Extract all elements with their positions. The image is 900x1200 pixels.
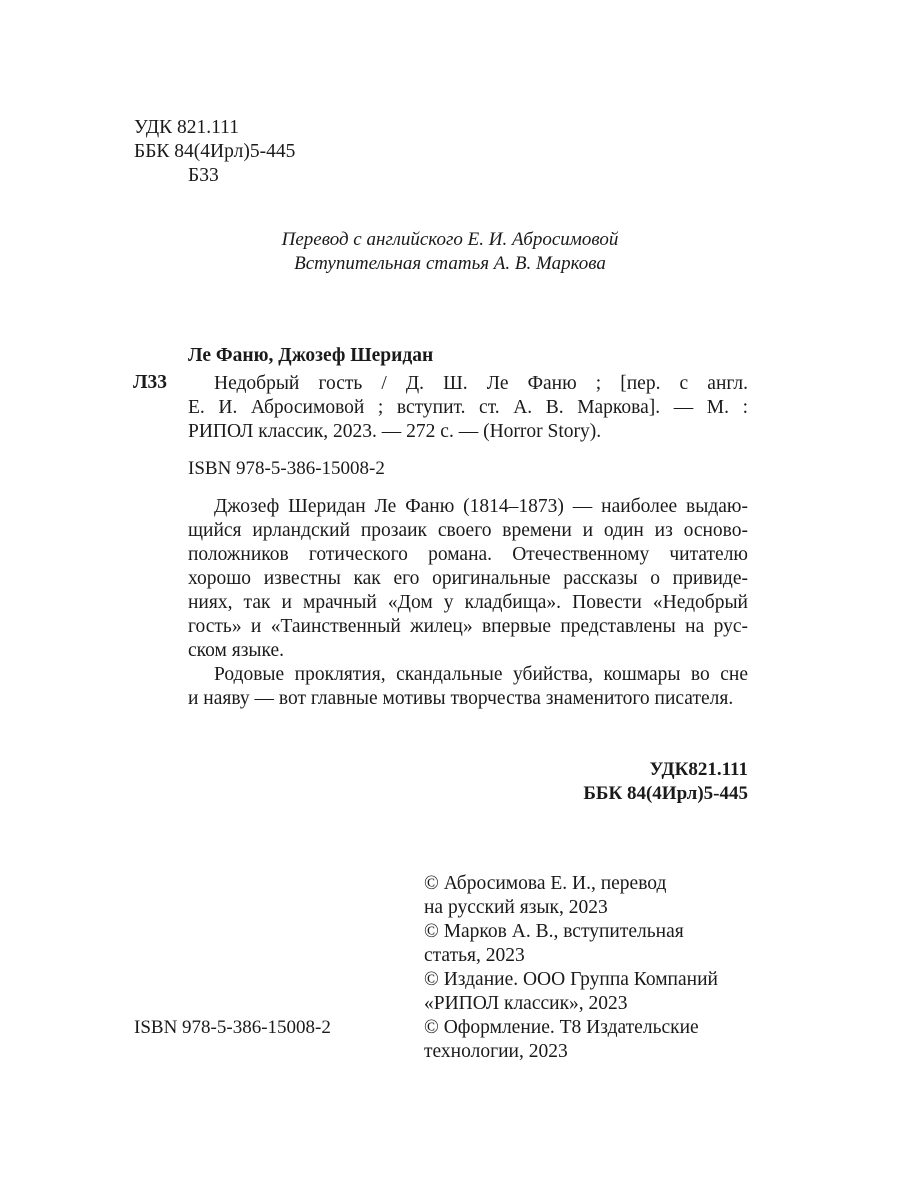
annotation-line: ском языке.	[188, 640, 285, 661]
biblio-line: Недобрый гость / Д. Ш. Ле Фаню ; [пер. с англ.	[214, 373, 748, 394]
bbk-code-top: ББК 84(4Ирл)5-445	[134, 141, 296, 162]
annotation-line: ниях, так и мрачный «Дом у кладбища». Повести «Недобрый	[188, 592, 748, 613]
copyright-line: на русский язык, 2023	[424, 897, 608, 918]
udk-code-top: УДК 821.111	[134, 117, 239, 138]
author-heading: Ле Фаню, Джозеф Шеридан	[188, 345, 434, 366]
bibliographic-description	[188, 372, 748, 444]
annotation-line: Джозеф Шеридан Ле Фаню (1814–1873) — наиболее выдаю-	[214, 496, 748, 517]
copyright-line: технологии, 2023	[424, 1041, 568, 1062]
annotation-line: щийся ирландский прозаик своего времени и один из осново-	[188, 520, 748, 541]
annotation	[188, 495, 748, 711]
copyright-line: статья, 2023	[424, 945, 525, 966]
introduction-credit: Вступительная статья А. В. Маркова	[294, 253, 606, 274]
copyright-line: © Марков А. В., вступительная	[424, 921, 684, 942]
translation-credit: Перевод с английского Е. И. Абросимовой	[281, 229, 619, 250]
biblio-line: Е. И. Абросимовой ; вступит. ст. А. В. Маркова]. — М. :	[188, 397, 748, 418]
isbn-main: ISBN 978-5-386-15008-2	[188, 458, 385, 479]
annotation-line: положников готического романа. Отечественному читателю	[188, 544, 748, 565]
copyright-line: © Оформление. Т8 Издательские	[424, 1017, 699, 1038]
annotation-line: гость» и «Таинственный жилец» впервые представлены на рус-	[188, 616, 748, 637]
copyright-line: «РИПОЛ классик», 2023	[424, 993, 628, 1014]
author-sign-top: Б33	[188, 165, 219, 186]
author-code: Л33	[133, 372, 168, 393]
annotation-line: Родовые проклятия, скандальные убийства, кошмары во сне	[214, 664, 748, 685]
annotation-line: и наяву — вот главные мотивы творчества знаменитого писателя.	[188, 688, 734, 709]
annotation-line: хорошо известны как его оригинальные рассказы о привиде-	[188, 568, 748, 589]
udk-code-bottom: УДК821.111	[649, 759, 748, 780]
copyright-block	[424, 872, 718, 1064]
biblio-line: РИПОЛ классик, 2023. — 272 с. — (Horror Story).	[188, 421, 602, 442]
isbn-bottom: ISBN 978-5-386-15008-2	[134, 1017, 331, 1038]
bbk-code-bottom: ББК 84(4Ирл)5-445	[583, 783, 748, 804]
copyright-line: © Абросимова Е. И., перевод	[424, 873, 667, 894]
credits-block	[190, 228, 710, 276]
classification-block-top	[134, 116, 295, 188]
classification-block-bottom	[500, 758, 748, 806]
copyright-line: © Издание. ООО Группа Компаний	[424, 969, 718, 990]
